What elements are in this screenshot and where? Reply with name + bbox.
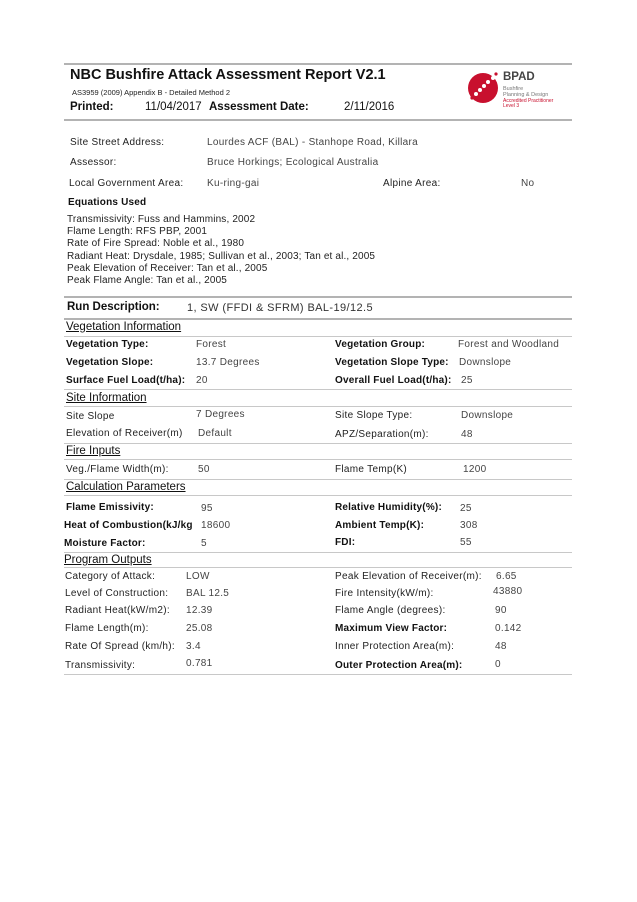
- rate-spread-value: 3.4: [186, 641, 201, 652]
- outputs-heading: Program Outputs: [64, 554, 152, 566]
- lga-label: Local Government Area:: [69, 178, 184, 189]
- fdi-label: FDI:: [335, 537, 356, 548]
- alpine-value: No: [521, 178, 535, 189]
- ambient-temp-value: 308: [460, 520, 478, 531]
- run-bottom-rule: [64, 318, 572, 320]
- veg-group-value: Forest and Woodland: [458, 339, 560, 350]
- overall-fuel-label: Overall Fuel Load(t/ha):: [335, 375, 452, 386]
- section-rule: [64, 567, 572, 568]
- level-construction-value: BAL 12.5: [186, 588, 230, 599]
- elevation-value: Default: [198, 428, 232, 439]
- moisture-factor-label: Moisture Factor:: [64, 538, 146, 549]
- report-subtitle: AS3959 (2009) Appendix B - Detailed Method 2: [72, 88, 231, 97]
- flame-angle-value: 90: [495, 605, 507, 616]
- logo-brand: BPAD: [503, 71, 535, 83]
- ambient-temp-label: Ambient Temp(K):: [335, 520, 425, 531]
- site-slope-label: Site Slope: [66, 411, 115, 422]
- section-rule: [64, 552, 572, 553]
- run-description-value: 1, SW (FFDI & SFRM) BAL-19/12.5: [187, 302, 373, 314]
- veg-flame-width-label: Veg./Flame Width(m):: [66, 464, 169, 475]
- run-description-label: Run Description:: [67, 301, 160, 313]
- equation-line: Peak Elevation of Receiver: Tan et al., 2005: [67, 263, 268, 274]
- apz-label: APZ/Separation(m):: [335, 429, 429, 440]
- logo-line-3: Accredited Practitioner: [503, 97, 554, 104]
- top-rule: [64, 63, 572, 65]
- heat-combustion-value: 18600: [201, 520, 231, 531]
- equation-line: Transmissivity: Fuss and Hammins, 2002: [67, 214, 256, 225]
- heat-combustion-label: Heat of Combustion(kJ/kg: [64, 520, 193, 531]
- outer-protection-value: 0: [495, 659, 501, 670]
- run-top-rule: [64, 296, 572, 298]
- alpine-label: Alpine Area:: [383, 178, 441, 189]
- surface-fuel-value: 20: [196, 375, 208, 386]
- inner-protection-value: 48: [495, 641, 507, 652]
- report-title: NBC Bushfire Attack Assessment Report V2.1: [70, 67, 386, 83]
- outer-protection-label: Outer Protection Area(m):: [335, 660, 463, 671]
- surface-fuel-label: Surface Fuel Load(t/ha):: [66, 375, 186, 386]
- lga-value: Ku-ring-gai: [207, 178, 260, 189]
- assessment-date-value: 2/11/2016: [344, 101, 395, 113]
- overall-fuel-value: 25: [461, 375, 473, 386]
- logo-line-2: Planning & Design: [503, 92, 549, 98]
- fire-intensity-label: Fire Intensity(kW/m):: [335, 588, 434, 599]
- veg-slope-type-value: Downslope: [459, 357, 512, 368]
- category-attack-value: LOW: [186, 571, 210, 582]
- assessor-value: Bruce Horkings; Ecological Australia: [207, 157, 379, 168]
- vegetation-heading: Vegetation Information: [66, 321, 182, 333]
- flame-temp-value: 1200: [463, 464, 487, 475]
- max-view-factor-label: Maximum View Factor:: [335, 623, 448, 634]
- section-rule: [64, 336, 572, 337]
- category-attack-label: Category of Attack:: [65, 571, 156, 582]
- radiant-heat-value: 12.39: [186, 605, 213, 616]
- equation-line: Peak Flame Angle: Tan et al., 2005: [67, 275, 228, 286]
- section-rule: [64, 406, 572, 407]
- address-label: Site Street Address:: [70, 137, 165, 148]
- equations-heading: Equations Used: [68, 197, 147, 208]
- flame-angle-label: Flame Angle (degrees):: [335, 605, 446, 616]
- logo-line-1: Bushfire: [503, 86, 524, 92]
- radiant-heat-label: Radiant Heat(kW/m2):: [65, 605, 170, 616]
- flame-temp-label: Flame Temp(K): [335, 464, 408, 475]
- address-value: Lourdes ACF (BAL) - Stanhope Road, Killara: [207, 137, 419, 148]
- apz-value: 48: [461, 429, 473, 440]
- flame-length-label: Flame Length(m):: [65, 623, 149, 634]
- assessor-label: Assessor:: [70, 157, 117, 168]
- site-slope-type-value: Downslope: [461, 410, 514, 421]
- relative-humidity-label: Relative Humidity(%):: [335, 502, 442, 513]
- bottom-rule: [64, 674, 572, 675]
- flame-length-value: 25.08: [186, 623, 213, 634]
- bpad-logo-icon: [466, 68, 502, 108]
- printed-value: 11/04/2017: [145, 101, 202, 113]
- calc-heading: Calculation Parameters: [66, 481, 186, 493]
- peak-elevation-value: 6.65: [496, 571, 517, 582]
- level-construction-label: Level of Construction:: [65, 588, 169, 599]
- veg-type-value: Forest: [196, 339, 227, 350]
- transmissivity-value: 0.781: [186, 658, 213, 669]
- site-info-heading: Site Information: [66, 392, 147, 404]
- section-rule: [64, 479, 572, 480]
- header-rule: [64, 119, 572, 121]
- veg-group-label: Vegetation Group:: [335, 339, 426, 350]
- equation-line: Flame Length: RFS PBP, 2001: [67, 226, 208, 237]
- veg-type-label: Vegetation Type:: [66, 339, 149, 350]
- veg-flame-width-value: 50: [198, 464, 210, 475]
- rate-spread-label: Rate Of Spread (km/h):: [65, 641, 175, 652]
- logo-line-4: Level 3: [503, 103, 520, 109]
- peak-elevation-label: Peak Elevation of Receiver(m):: [335, 571, 482, 582]
- fire-inputs-heading: Fire Inputs: [66, 445, 121, 457]
- flame-emissivity-value: 95: [201, 503, 213, 514]
- relative-humidity-value: 25: [460, 503, 472, 514]
- section-rule: [64, 459, 572, 460]
- section-rule: [64, 389, 572, 390]
- inner-protection-label: Inner Protection Area(m):: [335, 641, 455, 652]
- fire-intensity-value: 43880: [493, 586, 523, 597]
- equation-line: Radiant Heat: Drysdale, 1985; Sullivan et al., 2003; Tan et al., 2005: [67, 251, 376, 262]
- max-view-factor-value: 0.142: [495, 623, 522, 634]
- veg-slope-value: 13.7 Degrees: [196, 357, 260, 368]
- site-slope-value: 7 Degrees: [196, 409, 245, 420]
- equation-line: Rate of Fire Spread: Noble et al., 1980: [67, 238, 245, 249]
- elevation-label: Elevation of Receiver(m): [66, 428, 183, 439]
- veg-slope-label: Vegetation Slope:: [66, 357, 154, 368]
- section-rule: [64, 495, 572, 496]
- flame-emissivity-label: Flame Emissivity:: [66, 502, 154, 513]
- moisture-factor-value: 5: [201, 538, 207, 549]
- assessment-date-label: Assessment Date:: [209, 101, 309, 113]
- section-rule: [64, 443, 572, 444]
- site-slope-type-label: Site Slope Type:: [335, 410, 413, 421]
- veg-slope-type-label: Vegetation Slope Type:: [335, 357, 449, 368]
- fdi-value: 55: [460, 537, 472, 548]
- printed-label: Printed:: [70, 101, 114, 113]
- transmissivity-label: Transmissivity:: [65, 660, 136, 671]
